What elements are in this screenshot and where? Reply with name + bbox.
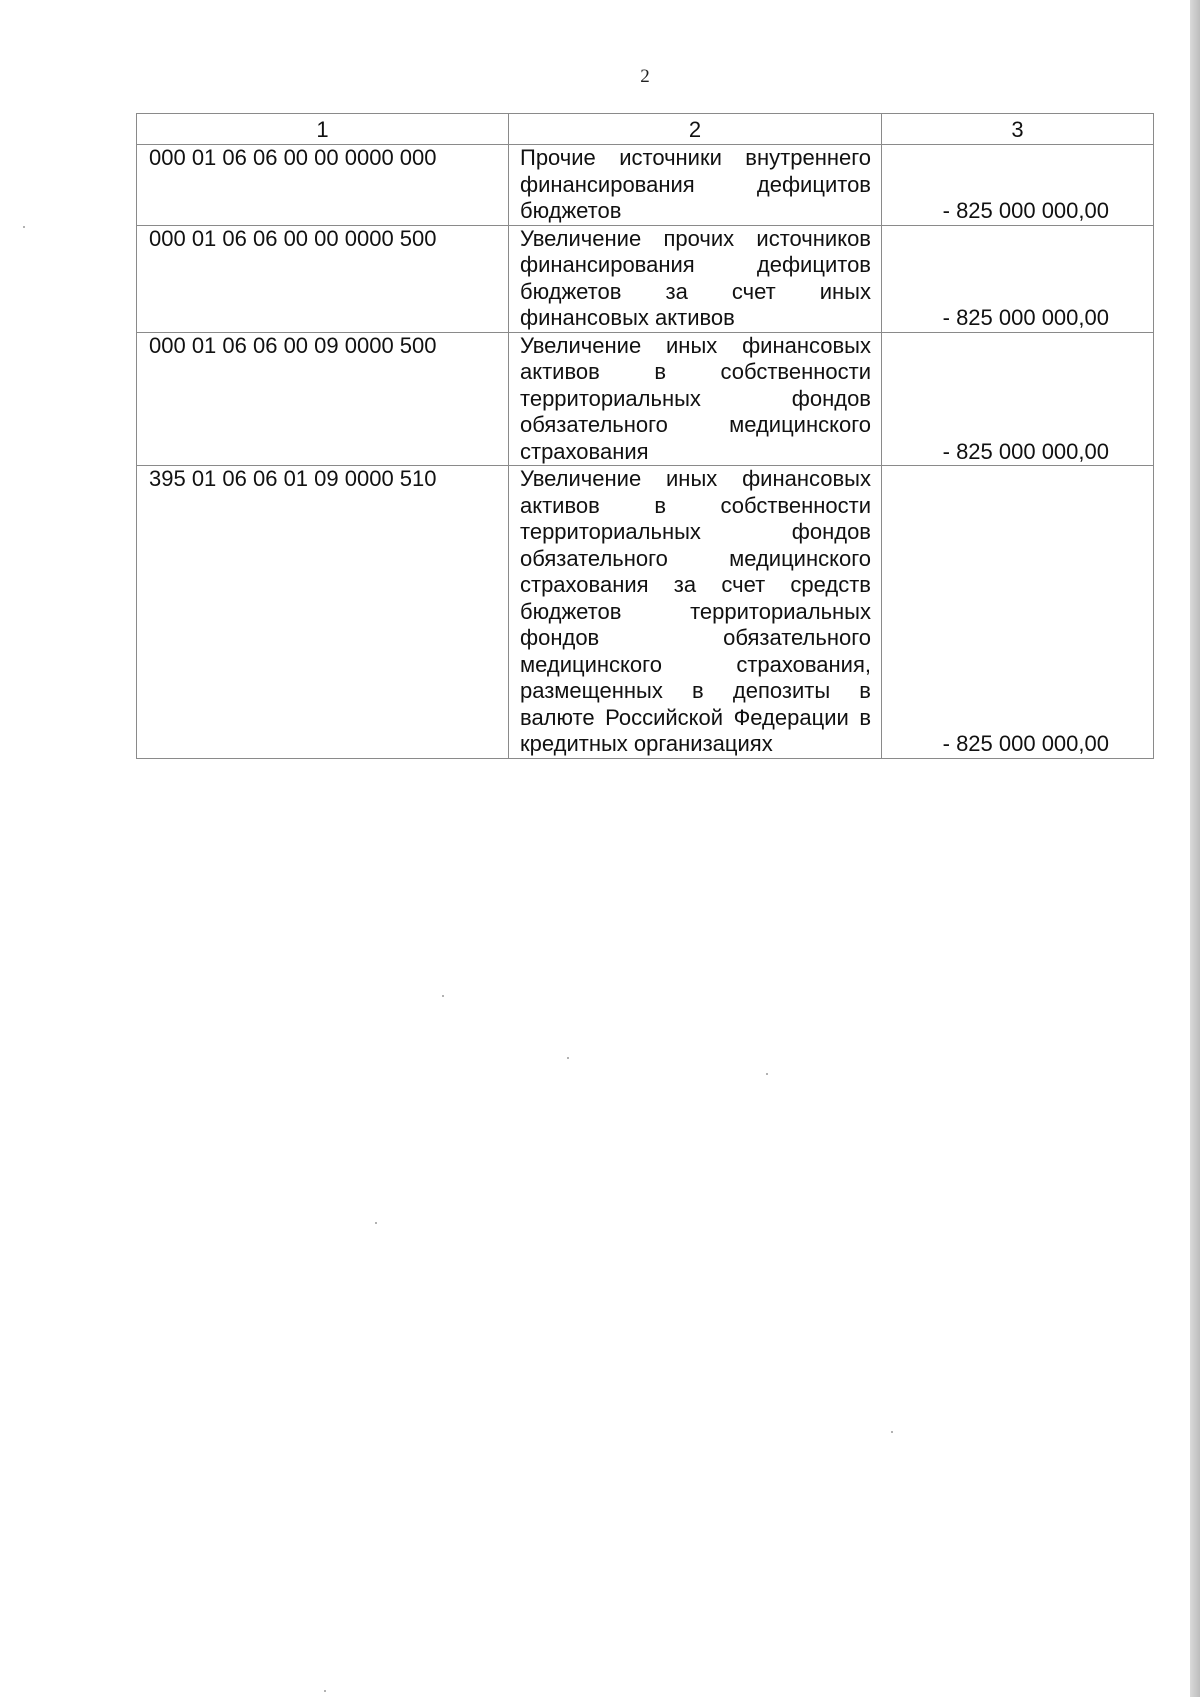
budget-code: 000 01 06 06 00 09 0000 500 [137,332,509,466]
scan-speck [766,1073,768,1075]
budget-code: 000 01 06 06 00 00 0000 500 [137,225,509,332]
scan-speck [891,1431,893,1433]
amount-value: - 825 000 000,00 [882,332,1154,466]
budget-code: 395 01 06 06 01 09 0000 510 [137,466,509,759]
amount-value: - 825 000 000,00 [882,466,1154,759]
table-header-row [137,114,1154,145]
scan-edge [1190,0,1200,1697]
scan-speck [23,226,25,228]
scan-speck [375,1222,377,1224]
budget-code: 000 01 06 06 00 00 0000 000 [137,145,509,226]
financing-sources-table [136,113,1154,759]
source-name: Увеличение иных финансовых активов в собственности территориальных фондов обязательного медицинского страхования [509,332,882,466]
column-header-name: 2 [509,114,882,145]
column-header-code: 1 [137,114,509,145]
source-name: Увеличение прочих источников финансирования дефицитов бюджетов за счет иных финансовых активов [509,225,882,332]
table-row [137,145,1154,226]
page-number: 2 [640,66,650,87]
scan-speck [324,1690,326,1692]
table-row [137,332,1154,466]
column-header-amount: 3 [882,114,1154,145]
table-row [137,225,1154,332]
source-name: Прочие источники внутреннего финансирования дефицитов бюджетов [509,145,882,226]
table-row [137,466,1154,759]
scan-speck [567,1057,569,1059]
scan-speck [442,995,444,997]
source-name: Увеличение иных финансовых активов в собственности территориальных фондов обязательного медицинского страхования за счет средств бюджетов территориальных фондов обязательного медицинского страхования, размещенных в депозиты в валюте Российской Федерации в кредитных организациях [509,466,882,759]
amount-value: - 825 000 000,00 [882,225,1154,332]
amount-value: - 825 000 000,00 [882,145,1154,226]
